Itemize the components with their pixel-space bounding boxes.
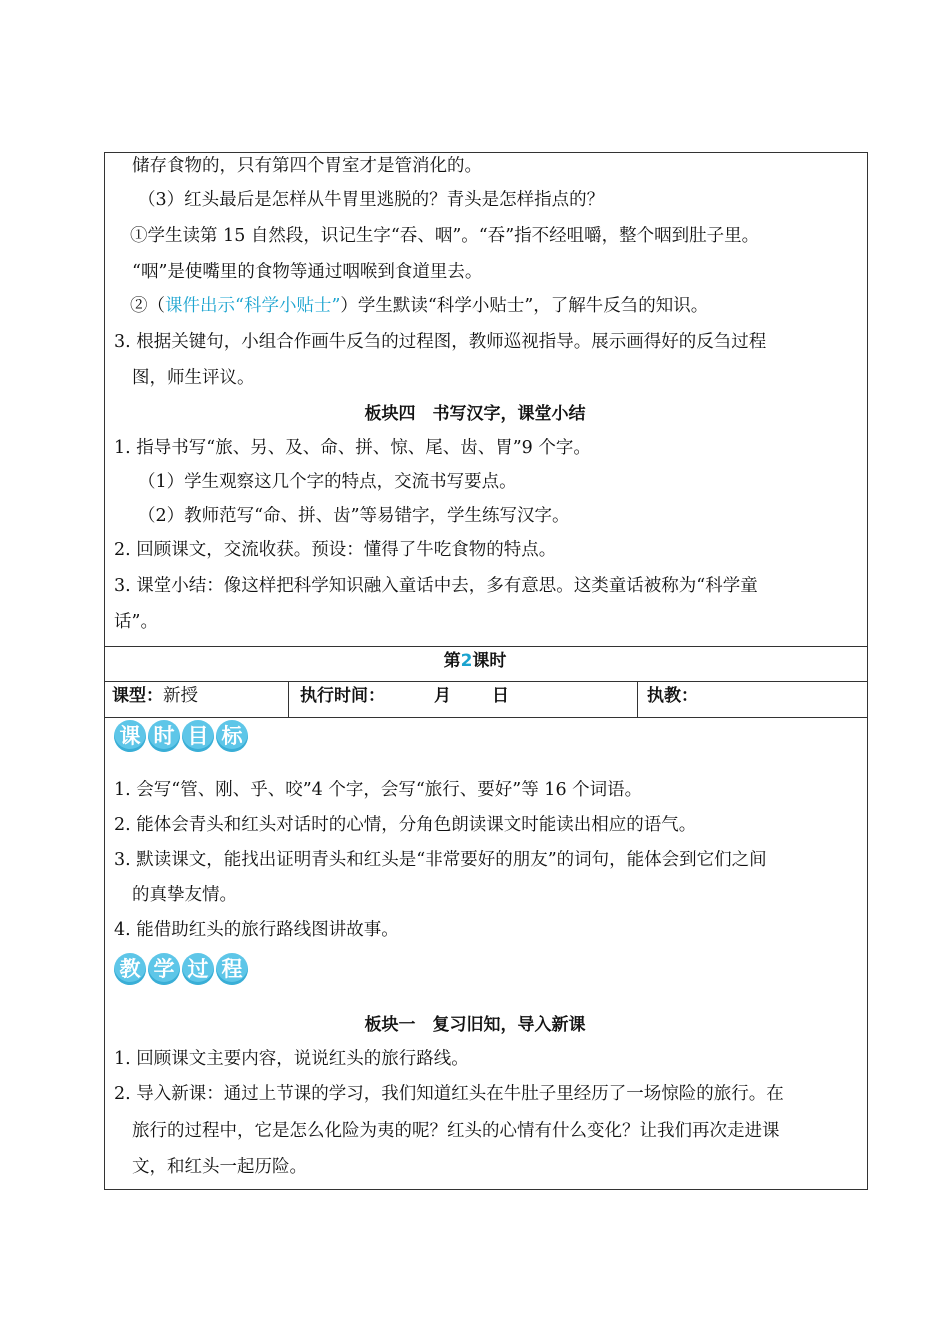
block-4-item-1b: （2）教师范写“命、拼、齿”等易错字，学生练写汉字。	[138, 506, 570, 526]
goals-badge: 课 时 目 标	[114, 720, 248, 756]
lesson-type: 课型：新授	[112, 686, 198, 706]
block-4-title: 板块四 书写汉字，课堂小结	[364, 404, 586, 424]
block-4-item-3: 3. 课堂小结：像这样把科学知识融入童话中去，多有意思。这类童话被称为“科学童	[114, 576, 758, 596]
step-1-cont: “咽”是使嘴里的食物等通过咽喉到食道里去。	[132, 262, 483, 282]
row-divider	[105, 717, 867, 718]
block-4-item-3-cont: 话”。	[114, 612, 158, 632]
text-line: 储存食物的，只有第四个胃室才是管消化的。	[132, 156, 482, 176]
item-3: 3. 根据关键句，小组合作画牛反刍的过程图，教师巡视指导。展示画得好的反刍过程	[114, 332, 767, 352]
row-divider	[105, 646, 867, 647]
day-label: 日	[492, 686, 509, 706]
month-label: 月	[434, 686, 451, 706]
block-1-item-1: 1. 回顾课文主要内容，说说红头的旅行路线。	[114, 1049, 469, 1069]
block-1-item-2-cont2: 文，和红头一起历险。	[132, 1157, 307, 1177]
question-3: （3）红头最后是怎样从牛胃里逃脱的？青头是怎样指点的？	[138, 190, 605, 210]
goal-3-cont: 的真挚友情。	[132, 885, 237, 905]
teacher-label: 执教：	[647, 686, 698, 706]
block-4-item-1: 1. 指导书写“旅、另、及、命、拼、惊、尾、齿、胃”9 个字。	[114, 438, 591, 458]
block-1-item-2: 2. 导入新课：通过上节课的学习，我们知道红头在牛肚子里经历了一场惊险的旅行。在	[114, 1084, 784, 1104]
col-divider	[288, 681, 289, 717]
goal-3: 3. 默读课文，能找出证明青头和红头是“非常要好的朋友”的词句，能体会到它们之间	[114, 850, 767, 870]
lesson-number: 2	[460, 651, 473, 671]
block-1-title: 板块一 复习旧知，导入新课	[364, 1015, 586, 1035]
step-2: ②（课件出示“科学小贴士”）学生默读“科学小贴士”，了解牛反刍的知识。	[130, 296, 709, 316]
goal-4: 4. 能借助红头的旅行路线图讲故事。	[114, 920, 399, 940]
block-1-item-2-cont: 旅行的过程中，它是怎么化险为夷的呢？红头的心情有什么变化？让我们再次走进课	[132, 1121, 780, 1141]
step-1: ①学生读第 15 自然段，识记生字“吞、咽”。“吞”指不经咀嚼，整个咽到肚子里。	[130, 226, 760, 246]
process-badge: 教 学 过 程	[114, 953, 248, 989]
col-divider	[637, 681, 638, 717]
courseware-note: 课件出示“科学小贴士”	[165, 296, 341, 316]
item-3-cont: 图，师生评议。	[132, 368, 255, 388]
row-divider	[105, 681, 867, 682]
block-4-item-1a: （1）学生观察这几个字的特点，交流书写要点。	[138, 472, 517, 492]
block-4-item-2: 2. 回顾课文，交流收获。预设：懂得了牛吃食物的特点。	[114, 540, 557, 560]
goal-2: 2. 能体会青头和红头对话时的心情，分角色朗读课文时能读出相应的语气。	[114, 815, 697, 835]
lesson-heading: 第2课时	[443, 651, 507, 671]
goal-1: 1. 会写“管、刚、乎、咬”4 个字，会写“旅行、要好”等 16 个词语。	[114, 780, 643, 800]
time-label: 执行时间：	[300, 686, 385, 706]
